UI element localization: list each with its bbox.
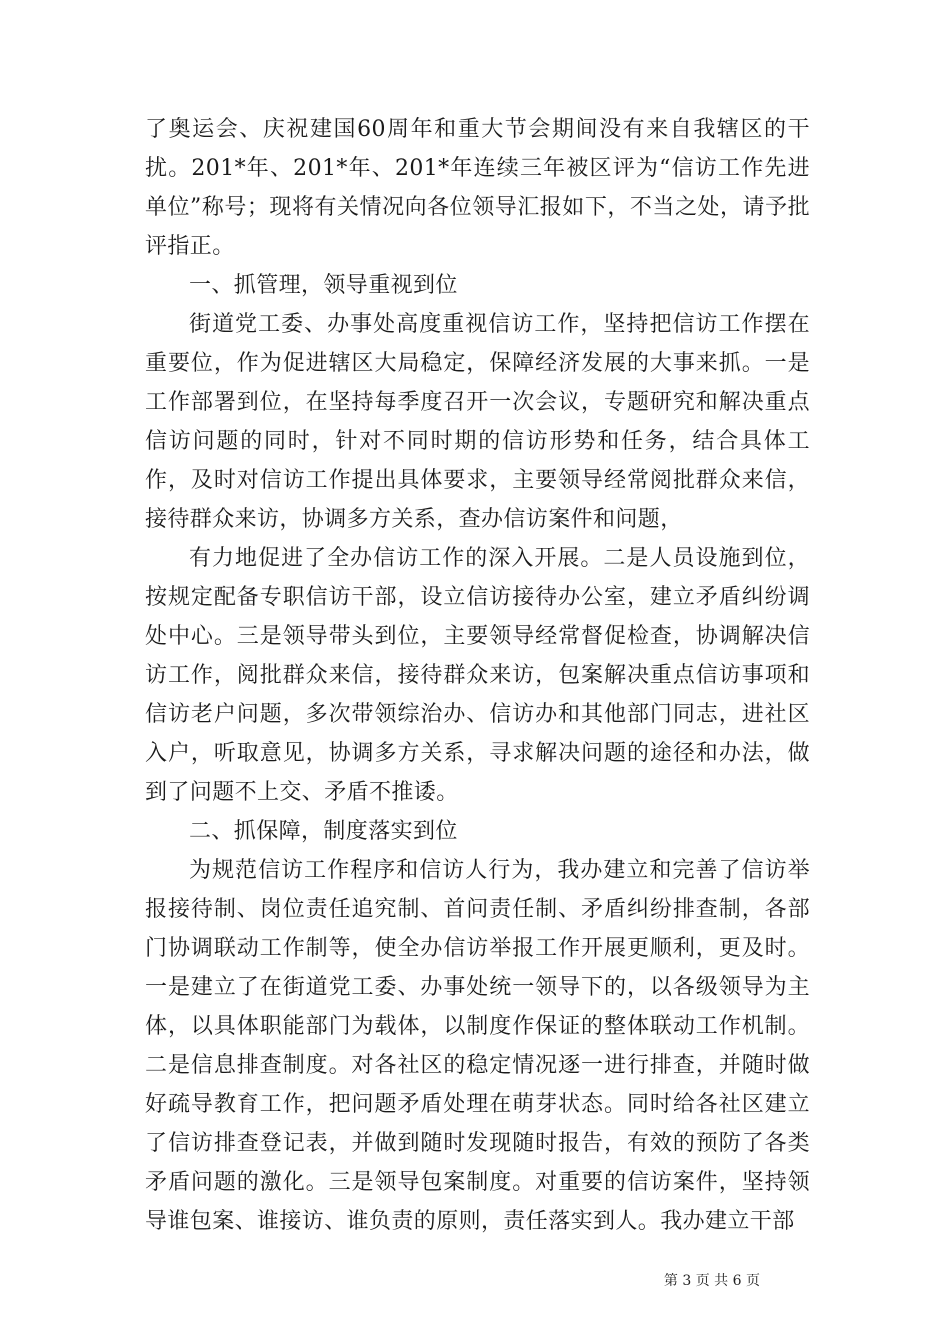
paragraph-section-1a: 街道党工委、办事处高度重视信访工作，坚持把信访工作摆在重要位，作为促进辖区大局稳定，保障经济发展的大事来抓。一是工作部署到位，在坚持每季度召开一次会议，专题研究和解决重点信访问题的同时，针对不同时期的信访形势和任务，结合具体工作，及时对信访工作提出具体要求，主要领导经常阅批群众来信，接待群众来访，协调多方关系，查办信访案件和问题，	[145, 312, 810, 532]
paragraph-intro: 了奥运会、庆祝建国60周年和重大节会期间没有来自我辖区的干扰。201*年、201*年、201*年连续三年被区评为“信访工作先进单位”称号；现将有关情况向各位领导汇报如下，不当之处，请予批评指正。	[145, 117, 810, 259]
paragraph-section-1b: 有力地促进了全办信访工作的深入开展。二是人员设施到位，按规定配备专职信访干部，设立信访接待办公室，建立矛盾纠纷调处中心。三是领导带头到位，主要领导经常督促检查，协调解决信访工作，阅批群众来信，接待群众来访，包案解决重点信访事项和信访老户问题，多次带领综治办、信访办和其他部门同志，进社区入户，听取意见，协调多方关系，寻求解决问题的途径和办法，做到了问题不上交、矛盾不推诿。	[145, 546, 810, 805]
page-footer	[0, 1272, 760, 1290]
section-heading-1: 一、抓管理，领导重视到位	[189, 273, 458, 298]
page-number-label: 第 3 页 共 6 页	[663, 1273, 760, 1289]
section-heading-2: 二、抓保障，制度落实到位	[189, 819, 458, 844]
document-body	[145, 110, 810, 1241]
paragraph-section-2a: 为规范信访工作程序和信访人行为，我办建立和完善了信访举报接待制、岗位责任追究制、首问责任制、矛盾纠纷排查制，各部门协调联动工作制等，使全办信访举报工作开展更顺利，更及时。一是建立了在街道党工委、办事处统一领导下的，以各级领导为主体，以具体职能部门为载体，以制度作保证的整体联动工作机制。二是信息排查制度。对各社区的稳定情况逐一进行排查，并随时做好疏导教育工作，把问题矛盾处理在萌芽状态。同时给各社区建立了信访排查登记表，并做到随时发现随时报告，有效的预防了各类矛盾问题的激化。三是领导包案制度。对重要的信访案件，坚持领导谁包案、谁接访、谁负责的原则，责任落实到人。我办建立干部	[145, 858, 810, 1234]
